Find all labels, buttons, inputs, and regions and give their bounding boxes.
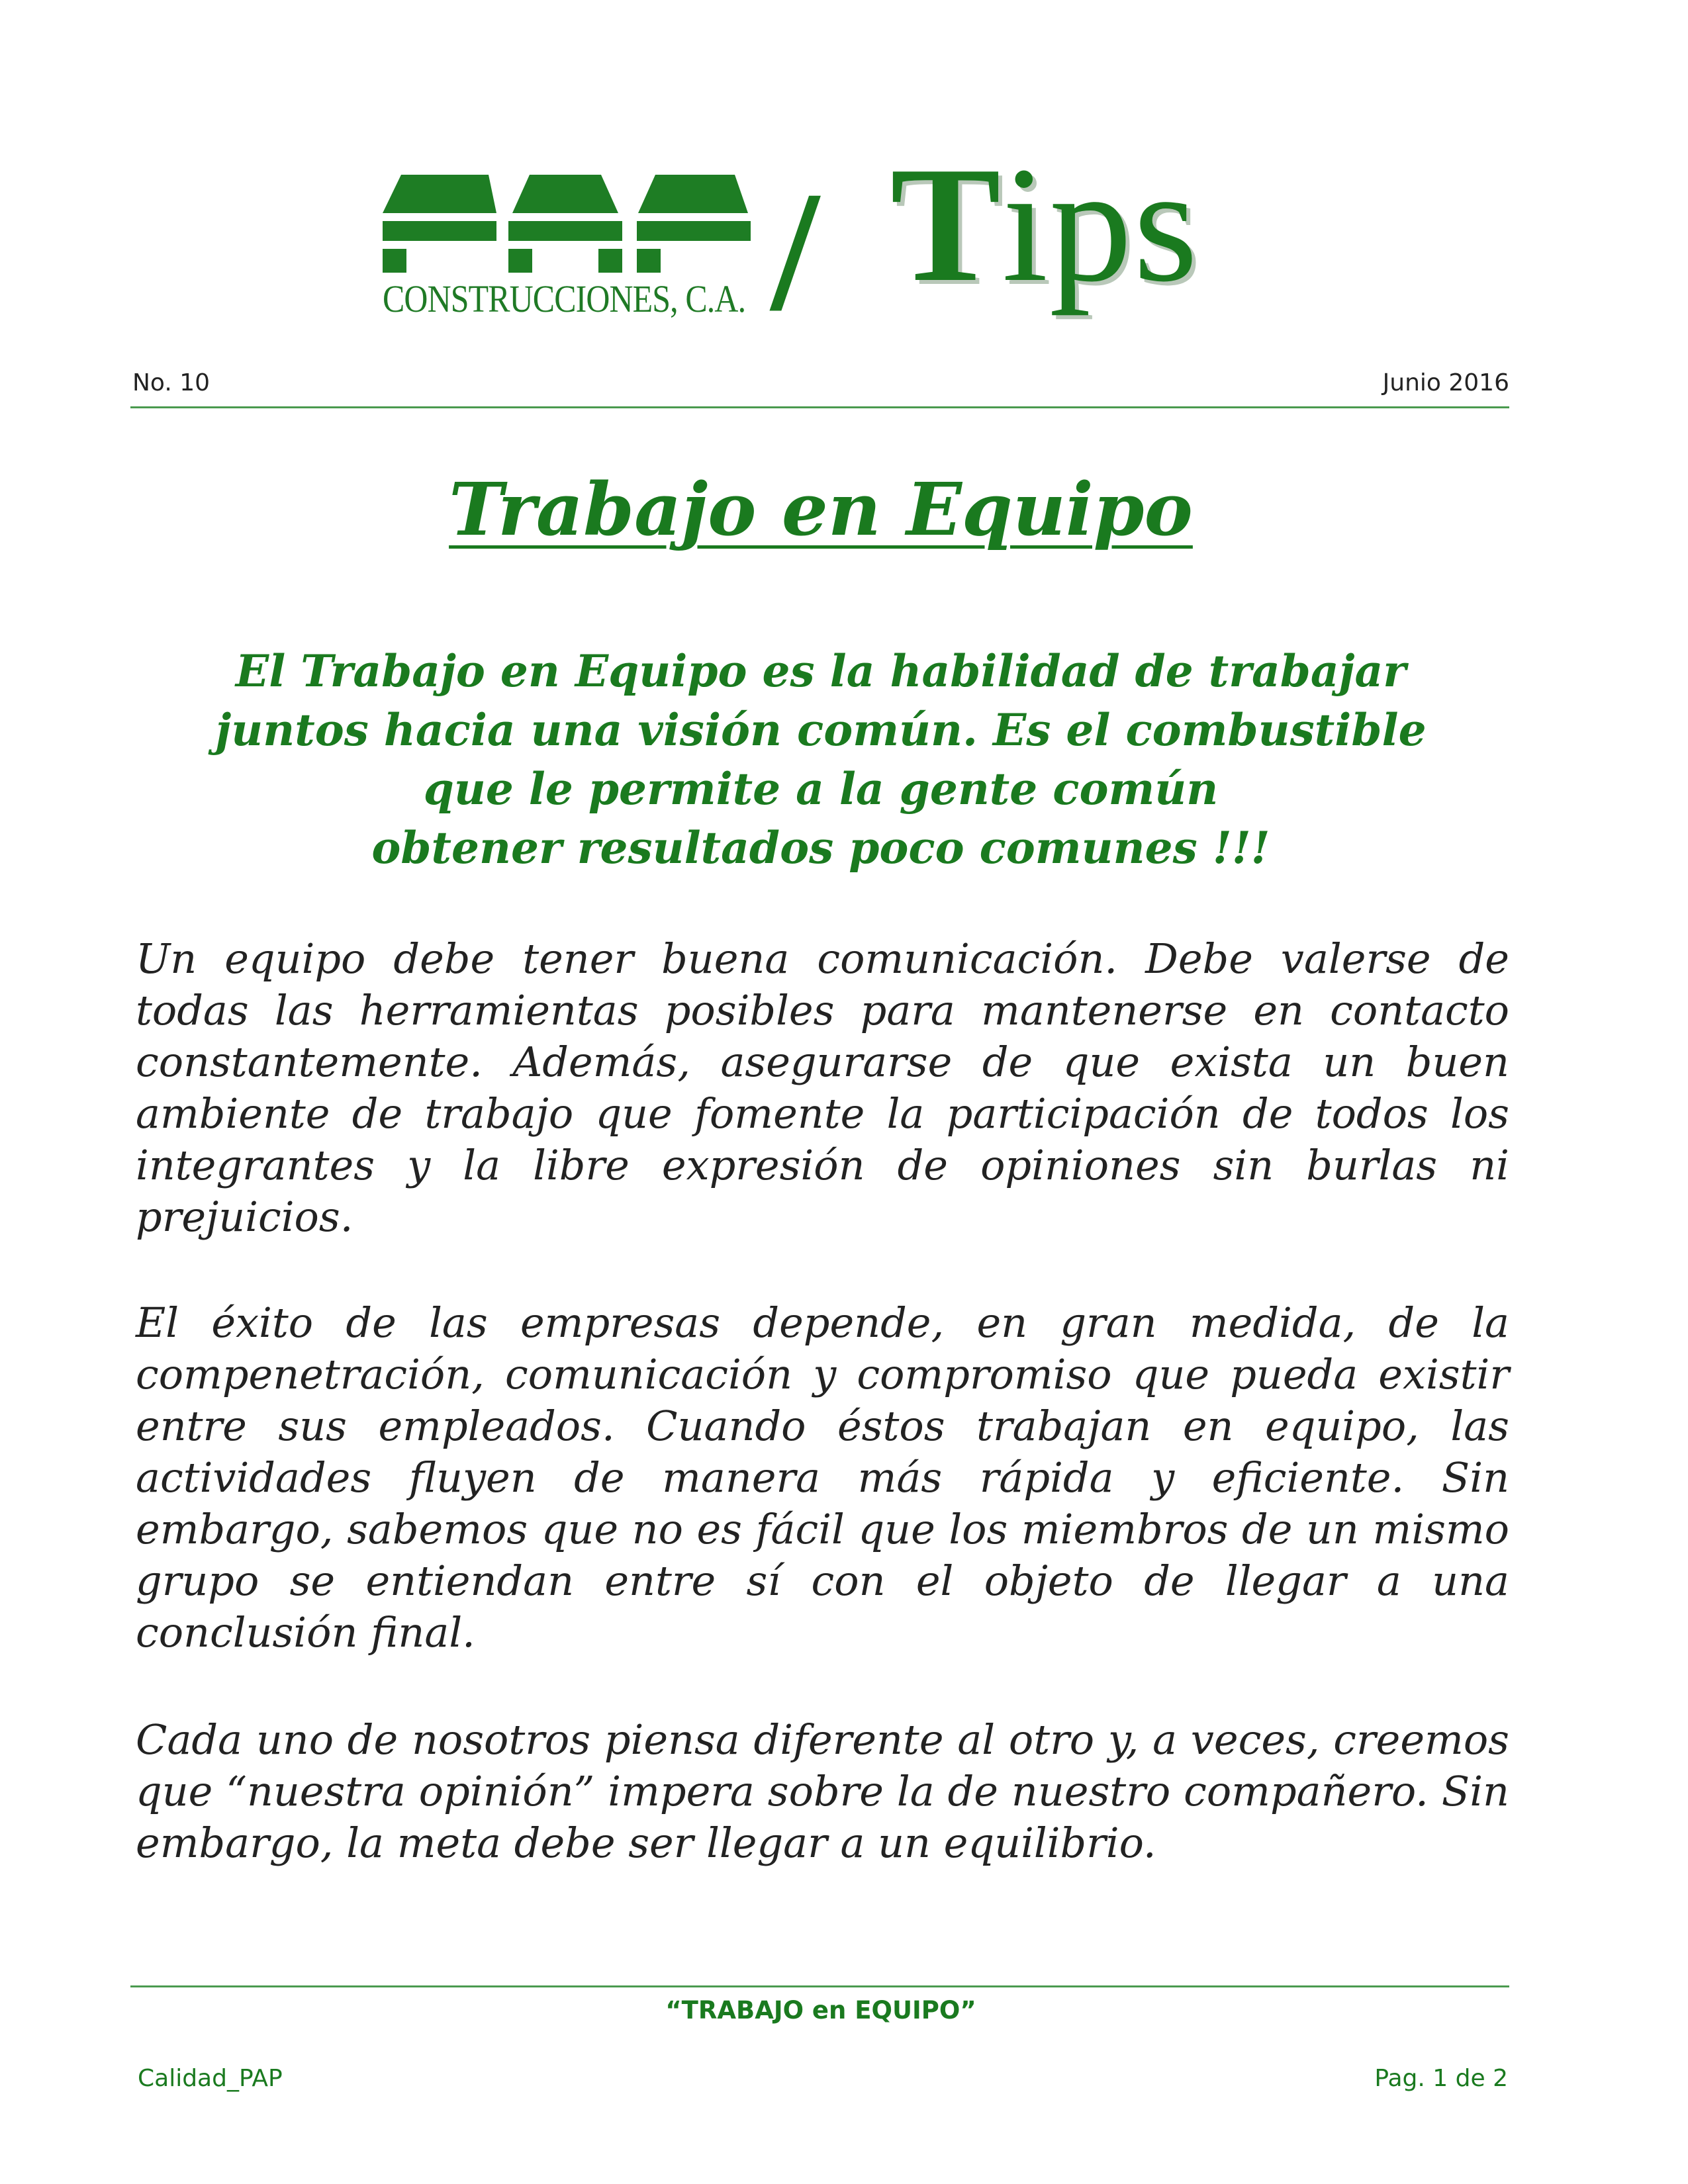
header-divider — [130, 406, 1509, 408]
footer-title: “TRABAJO en EQUIPO” — [665, 1996, 976, 2025]
footer-left-label: Calidad_PAP — [138, 2065, 283, 2092]
page-number: Pag. 1 de 2 — [1374, 2065, 1508, 2092]
body-paragraph: Un equipo debe tener buena comunicación. Debe valerse de todas las herramientas posibles para mantenerse en contacto constantemente. Además, asegurarse de que exista un buen ambiente de trabajo que fomente la participación de todos los integrantes y la libre expresión de opiniones sin burlas ni prejuicios. — [136, 934, 1509, 1241]
lead-line: que le permite a la gente común — [423, 763, 1219, 815]
body-paragraph: Cada uno de nosotros piensa diferente al otro y, a veces, creemos que “nuestra opinión” impera sobre la de nuestro compañero. Sin embargo, la meta debe ser llegar a un equilibrio. — [136, 1715, 1509, 1867]
lead-line: juntos hacia una visión común. Es el combustible — [215, 704, 1427, 756]
body-paragraph: El éxito de las empresas depende, en gran medida, de la compenetración, comunicación y compromiso que pueda existir entre sus empleados. Cuando éstos trabajan en equipo, las actividades fluyen de manera más rápida y eficiente. Sin embargo, sabemos que no es fácil que los miembros de un mismo grupo se entiendan entre sí con el objeto de llegar a una conclusión final. — [136, 1298, 1509, 1657]
lead-line: El Trabajo en Equipo es la habilidad de trabajar — [235, 645, 1407, 697]
lead-quote — [132, 642, 1509, 878]
issue-date: Junio 2016 — [1382, 369, 1509, 396]
page-title — [0, 467, 1642, 552]
company-logo — [383, 165, 753, 324]
footer-divider — [130, 1985, 1509, 1987]
issue-number: No. 10 — [132, 369, 211, 396]
tips-wordmark — [890, 133, 1199, 316]
logo-company-name: CONSTRUCCIONES, C.A. — [383, 277, 746, 320]
pap-logo-mark — [383, 165, 753, 285]
lead-line: obtener resultados poco comunes !!! — [371, 822, 1270, 874]
tips-rest: ips — [1002, 133, 1199, 316]
tips-first-letter: T — [890, 133, 1002, 316]
page-title-text: Trabajo en Equipo — [449, 467, 1193, 552]
logo-slash: / — [771, 156, 820, 347]
